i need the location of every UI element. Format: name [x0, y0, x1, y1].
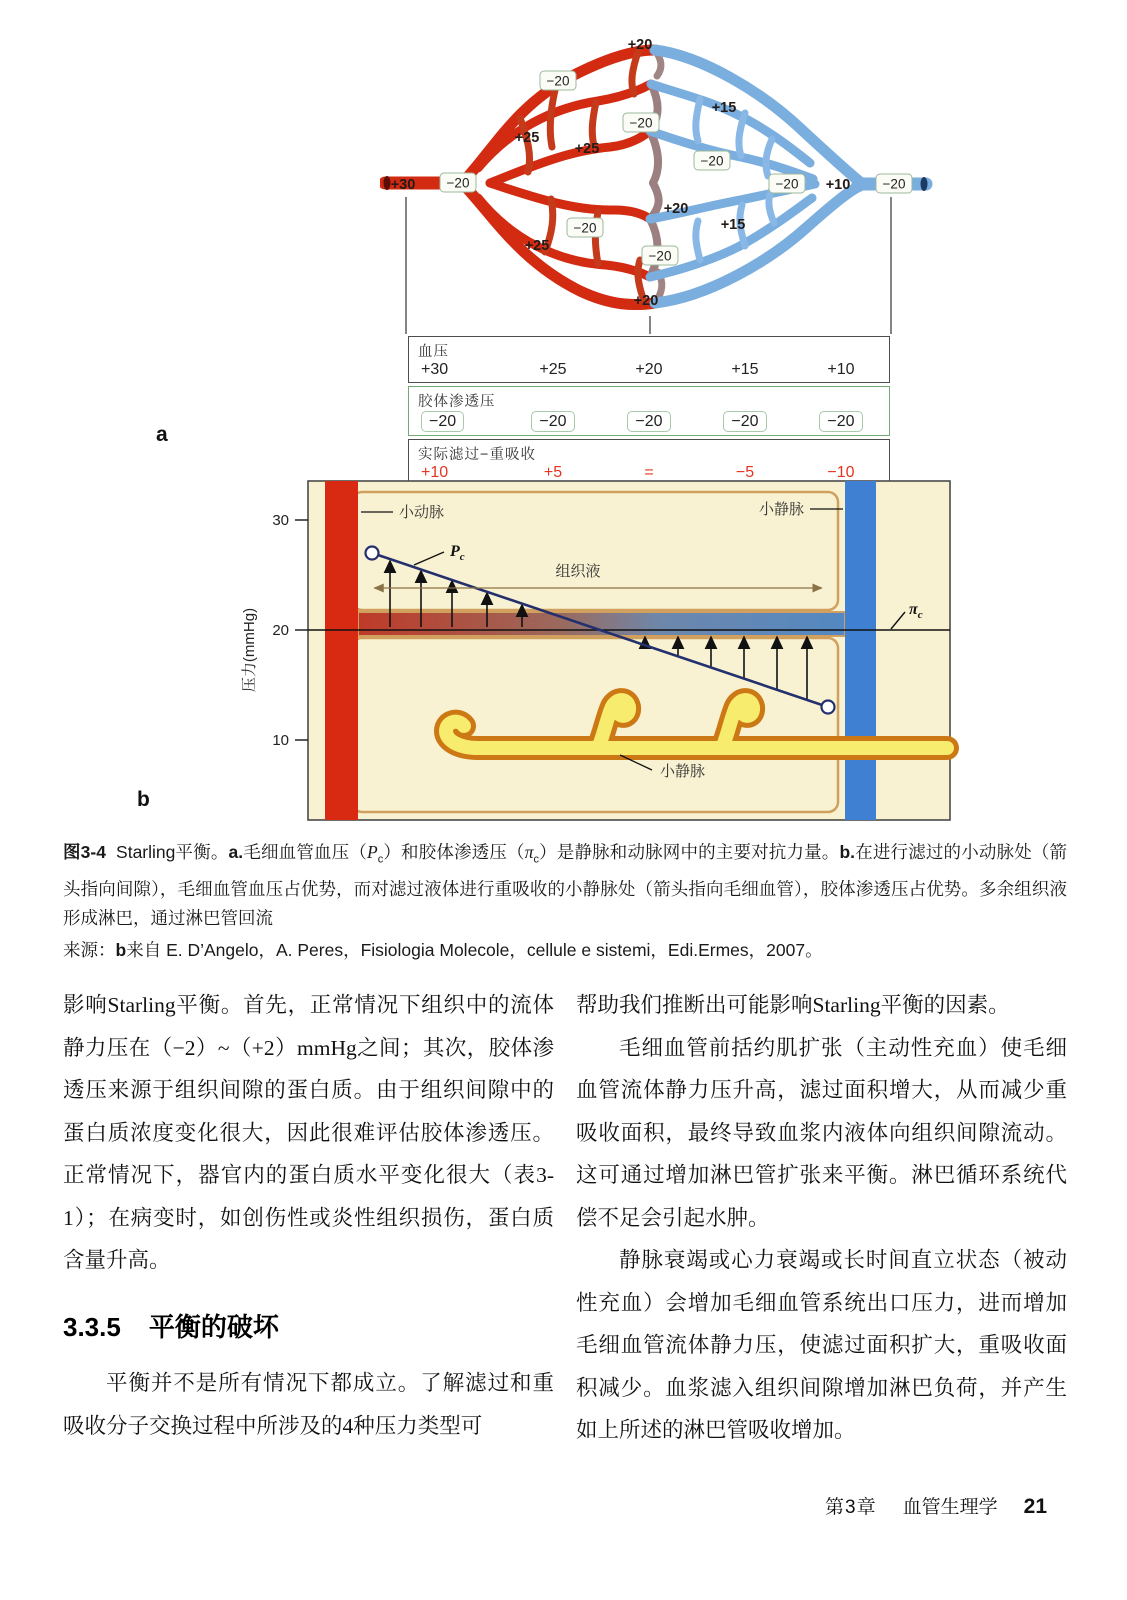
right-column: [576, 984, 1067, 1452]
pc-end-point: [822, 701, 835, 714]
osmotic-label-box: [694, 151, 730, 170]
section-heading: 3.3.5 平衡的破坏: [63, 1311, 279, 1342]
svg-text:−20: −20: [648, 248, 672, 264]
svg-text:−20: −20: [573, 220, 597, 236]
paragraph: 静脉衰竭或心力衰竭或长时间直立状态（被动性充血）会增加毛细血管系统出口压力，进而增加毛细血管流体静力压，使滤过面积扩大，重吸收面积减少。血浆滤入组织间隙增加淋巴负荷，并产生如上所述的淋巴管吸收增加。: [576, 1248, 1067, 1442]
arteriole-bar: [325, 481, 358, 820]
panel-a-label: a: [156, 423, 168, 446]
body-text: [63, 984, 1067, 1452]
starling-pressure-graph: [238, 475, 960, 830]
table-row-blood-pressure: [408, 336, 890, 383]
paragraph: 平衡并不是所有情况下都成立。了解滤过和重吸收分子交换过程中所涉及的4种压力类型可: [63, 1371, 554, 1438]
svg-text:−20: −20: [775, 176, 799, 192]
pressure-label: +20: [663, 201, 689, 217]
y-tick-10: 10: [272, 732, 289, 749]
figure-number: 图3-4: [63, 842, 106, 862]
venule-bar: [845, 481, 876, 820]
osmotic-label-box: [642, 246, 678, 265]
pressure-label: +25: [574, 141, 600, 157]
paragraph: 帮助我们推断出可能影响Starling平衡的因素。: [576, 993, 1010, 1017]
venule-label: 小静脉: [758, 501, 804, 518]
pc-label: $P_c$: [450, 543, 465, 563]
pc-start-point: [366, 547, 379, 560]
osmotic-label-box: [540, 71, 576, 90]
osmotic-label-box: [440, 173, 476, 192]
svg-text:−20: −20: [700, 153, 724, 169]
table-row-osmotic-pressure: [408, 386, 890, 436]
capillary-band: [358, 612, 845, 636]
svg-text:−20: −20: [882, 176, 906, 192]
capillary-network-figure: [380, 30, 935, 340]
svg-text:−20: −20: [446, 175, 470, 191]
pressure-label: +20: [627, 37, 653, 53]
row-values: +10 +5 = −5 −10: [421, 464, 855, 481]
row-values: −20 −20 −20 −20 −20: [409, 411, 889, 432]
osmotic-label-box: [769, 174, 805, 193]
pressure-label: +25: [524, 238, 550, 254]
pic-label: $\pi_c$: [909, 601, 923, 621]
pressure-label: +30: [390, 177, 416, 193]
svg-text:−20: −20: [546, 73, 570, 89]
pressure-label: +20: [633, 293, 659, 309]
row-label: 胶体渗透压: [418, 394, 496, 410]
pressure-label: +15: [711, 100, 737, 116]
figure-source: 来源：b来自 E. D’Angelo，A. Peres，Fisiologia Molecole，cellule e sistemi，Edi.Ermes，2007。: [63, 939, 823, 960]
arteriole-label: 小动脉: [399, 504, 445, 521]
pressure-label: +25: [514, 130, 540, 146]
left-column: [63, 984, 554, 1452]
paragraph: 毛细血管前括约肌扩张（主动性充血）使毛细血管流体静力压升高，滤过面积增大，从而减少重吸收面积，最终导致血浆内液体向组织间隙流动。这可通过增加淋巴管扩张来平衡。淋巴循环系统代偿不足会引起水肿。: [576, 1035, 1067, 1230]
osmotic-label-box: [567, 218, 603, 237]
pressure-table: [408, 336, 890, 486]
row-values: +30 +25 +20 +15 +10: [421, 361, 855, 378]
y-tick-30: 30: [272, 512, 289, 529]
y-tick-20: 20: [272, 622, 289, 639]
row-label: 实际滤过−重吸收: [418, 447, 536, 463]
y-axis: [295, 520, 308, 740]
panel-b-label: b: [137, 788, 150, 811]
y-axis-label: 压力(mmHg): [241, 607, 258, 693]
pressure-label: +15: [720, 217, 746, 233]
osmotic-label-box: [623, 113, 659, 132]
page-number: 21: [1023, 1495, 1047, 1518]
chapter-title: 血管生理学: [902, 1497, 998, 1518]
page-footer: [825, 1492, 1047, 1519]
row-label: 血压: [418, 344, 449, 360]
osmotic-label-box: [876, 174, 912, 193]
lymph-vessel-label: 小静脉: [660, 763, 706, 780]
chapter-label: 第3章: [825, 1497, 877, 1518]
pressure-label: +10: [825, 177, 851, 193]
figure-caption: 图3-4 Starling平衡。a.毛细血管血压$(P_c)$和胶体渗透压$(\pi_c)$是静脉和动脉网中的主要对抗力量。b.在进行滤过的小动脉处（箭头指向间隙），毛细血管血压占优势，而对滤过液体进行重吸收的小静脉处（箭头指向毛细血管），胶体渗透压占优势。多余组织液形成淋巴，通过淋巴管回流 来源：b来自 E. D’Angelo，A. Peres，Fisiologia Molecole，cellule e sistemi，Edi.Ermes，2007。: [63, 838, 1067, 965]
svg-text:−20: −20: [629, 115, 653, 131]
paragraph: 影响Starling平衡。首先，正常情况下组织中的流体静力压在（−2）~（+2）mmHg之间；其次，胶体渗透压来源于组织间隙的蛋白质。由于组织间隙中的蛋白质浓度变化很大，因此很难评估胶体渗透压。正常情况下，器官内的蛋白质水平变化很大（表3-1）；在病变时，如创伤性或炎性组织损伤，蛋白质含量升高。: [63, 993, 554, 1272]
tissue-fluid-label: 组织液: [555, 563, 601, 580]
